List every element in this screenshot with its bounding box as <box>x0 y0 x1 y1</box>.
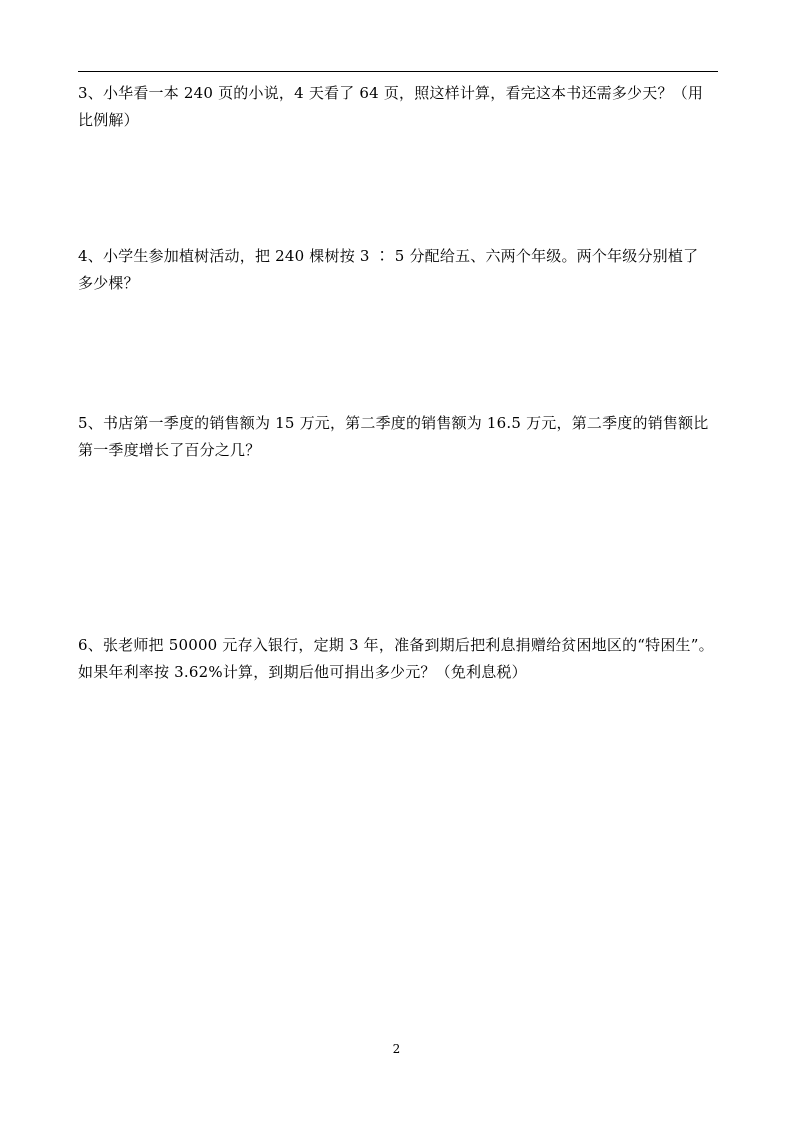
question-3-line-2: 比例解） <box>78 111 139 129</box>
question-5-line-1: 5、书店第一季度的销售额为 15 万元，第二季度的销售额为 16.5 万元，第二季度的销售额比 <box>78 414 709 432</box>
question-6-line-1: 6、张老师把 50000 元存入银行，定期 3 年，准备到期后把利息捐赠给贫困地区的“特困生”。 <box>78 636 714 654</box>
question-6-line-2: 如果年利率按 3.62%计算，到期后他可捐出多少元？（免利息税） <box>78 663 527 681</box>
question-5-line-2: 第一季度增长了百分之几？ <box>78 441 261 459</box>
question-4-line-1: 4、小学生参加植树活动，把 240 棵树按 3 ∶ 5 分配给五、六两个年级。两个年级分别植了 <box>78 247 699 265</box>
question-3 <box>78 80 723 134</box>
header-rule <box>78 71 718 72</box>
question-5 <box>78 410 723 464</box>
page-number: 2 <box>392 1042 401 1056</box>
question-3-line-1: 3、小华看一本 240 页的小说，4 天看了 64 页，照这样计算，看完这本书还需多少天？（用 <box>78 84 704 102</box>
question-4-line-2: 多少棵？ <box>78 274 139 292</box>
question-4 <box>78 243 723 297</box>
question-6 <box>78 632 723 686</box>
